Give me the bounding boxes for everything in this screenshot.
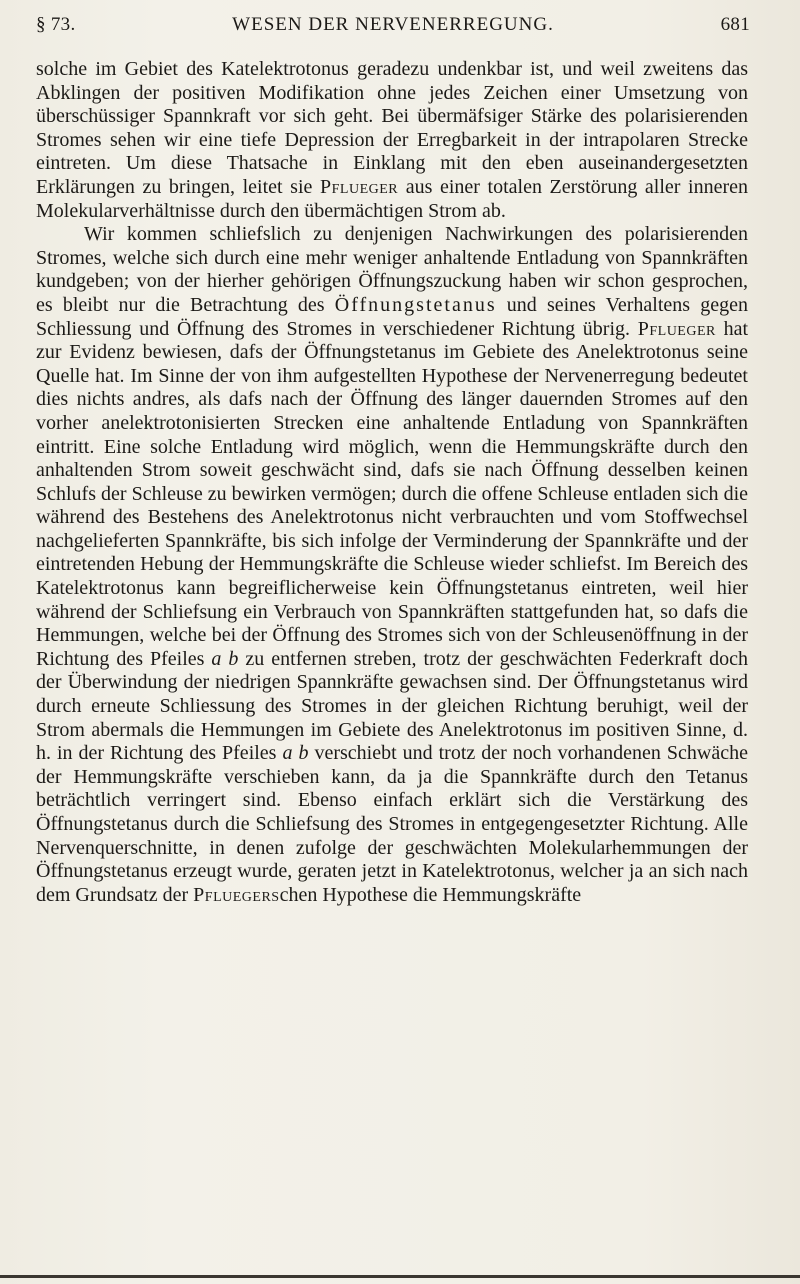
paragraph xyxy=(36,223,748,907)
paragraph xyxy=(36,58,748,223)
text-run: Pflueger xyxy=(320,175,399,198)
text-run: zu entfernen streben, trotz der geschwächten Federkraft doch der Überwindung der niedrigen Spannkräfte gewachsen sind. Der Öffnungstetanus wird durch erneute Schliessung des Stromes in der gleichen Richtung beruhigt, weil der Strom abermals die Hemmungen im Gebiete des Anelektrotonus im positiven Sinne, d. h. in der Richtung des Pfeiles xyxy=(36,647,748,765)
text-run: a b xyxy=(282,742,309,765)
text-run: Pflueger xyxy=(637,317,716,340)
body-text xyxy=(36,58,748,907)
text-run: verschiebt und trotz der noch vorhandenen Schwäche der Hemmungskräfte verschieben kann, da ja die Spannkräfte durch den Tetanus beträchtlich verringert sind. Ebenso einfach erklärt sich die Verstärkung des Öffnungstetanus durch die Schliefsung des Stromes in entgegengesetzter Richtung. Alle Nervenquerschnitte, in denen zufolge der geschwächten Molekularhemmungen der Öffnungstetanus erzeugt wurde, geraten jetzt in Katelektrotonus, welcher ja an sich nach dem Grundsatz der xyxy=(36,742,748,906)
running-title: WESEN DER NERVENERREGUNG. xyxy=(232,14,554,35)
text-run: Öffnungstetanus xyxy=(334,293,497,316)
section-number: § 73. xyxy=(36,14,76,35)
text-run: solche im Gebiet des Katelektrotonus geradezu undenkbar ist, und weil zweitens das Abklingen der positiven Modifikation ohne jedes Zeichen einer Umsetzung von überschüssiger Spannkraft vor sich geht. Bei übermäfsiger Stärke des polarisierenden Stromes sehen wir eine tiefe Depression der Erregbarkeit in der intrapolaren Strecke eintreten. Um diese Thatsache in Einklang mit den eben auseinandergesetzten Erklärungen zu bringen, leitet sie xyxy=(36,58,748,198)
page-number: 681 xyxy=(720,14,750,35)
bottom-rule xyxy=(0,1275,800,1278)
text-run: Pfluegers xyxy=(193,883,280,906)
text-run: a b xyxy=(211,647,239,670)
text-run: aus einer totalen Zerstörung aller inneren Molekularverhältnisse durch den übermächtigen Strom ab. xyxy=(36,175,749,222)
text-run: chen Hypothese die Hemmungskräfte xyxy=(279,883,582,906)
text-run: Wir kommen schliefslich zu denjenigen Nachwirkungen des polarisierenden Stromes, welche sich durch eine mehr weniger anhaltende Entladung von Spannkräften kundgeben; von der hierher gehörigen Öffnungszuckung haben wir schon gesprochen, es bleibt nur die Betrachtung des xyxy=(36,223,748,316)
text-run: hat zur Evidenz bewiesen, dafs der Öffnungstetanus im Gebiete des Anelektrotonus seine Quelle hat. Im Sinne der von ihm aufgestellten Hypothese der Nervenerregung bedeutet dies nichts andres, als dafs nach der Öffnung des länger dauernden Stromes auf den vorher anelektrotonisierten Strecken eine anhaltende Entladung von Spannkräften eintritt. Eine solche Entladung wird möglich, wenn die Hemmungskräfte durch den anhaltenden Strom soweit geschwächt sind, dafs sie nach Öffnung desselben keinen Schlufs der Schleuse zu bewirken vermögen; durch die offene Schleuse entladen sich die während des Bestehens des Anelektrotonus nicht verbrauchten und vom Stoffwechsel nachgelieferten Spannkräfte, bis sich infolge der Verminderung der Spannkräfte und der eintretenden Hebung der Hemmungskräfte die Schleuse wieder schliefst. Im Bereich des Katelektrotonus kann begreiflicherweise kein Öffnungstetanus eintreten, weil hier während der Schliefsung ein Verbrauch von Spannkräften stattgefunden hat, so dafs die Hemmungen, welche bei der Öffnung des Stromes sich von der Schleusenöffnung in der Richtung des Pfeiles xyxy=(36,317,749,670)
page-header xyxy=(36,8,750,44)
text-run: und seines Verhaltens gegen Schliessung und Öffnung des Stromes in verschiedener Richtung übrig. xyxy=(36,293,748,340)
